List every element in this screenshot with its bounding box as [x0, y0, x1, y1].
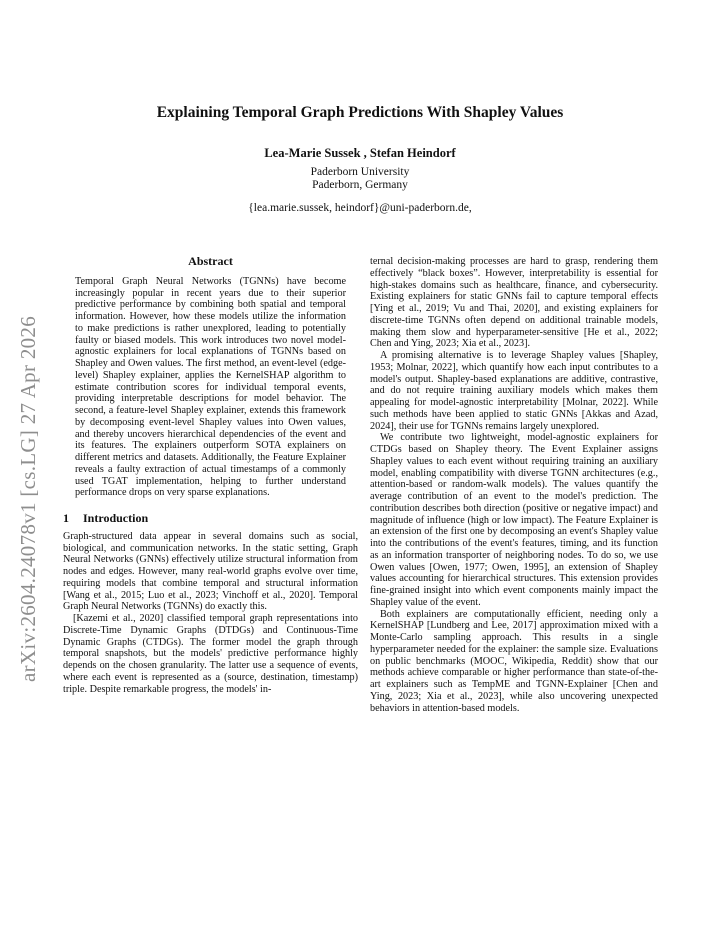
- paper-authors: Lea-Marie Sussek , Stefan Heindorf: [264, 146, 456, 160]
- section-title: Introduction: [83, 511, 149, 525]
- abstract-heading: Abstract: [188, 254, 233, 268]
- intro-paragraph: Graph-structured data appear in several domains such as social, biological, and communication networks. In the static setting, Graph Neural Networks (GNNs) effectively utilize structural information from nodes and edges. However, many real-world graphs evolve over time, requiring models that combine temporal and structural information [Wang et al., 2015; Luo et al., 2023; Vinchoff et al., 2020]. Temporal Graph Neural Networks (TGNNs) do exactly this.: [63, 530, 358, 613]
- abstract-body: [63, 276, 358, 499]
- body-paragraph: Both explainers are computationally efficient, needing only a KernelSHAP [Lundberg and Lee, 2017] approximation mixed with a Monte-Carlo sampling approach. This results in a single hyperparameter needed for the explainer: the sample size. Evaluations on public benchmarks (MOOC, Wikipedia, Reddit) show that our methods achieve comparable or higher performance than state-of-the-art explainers such as TempME and TGNN-Explainer [Chen and Ying, 2023; Xia et al., 2023], while also uncovering unexpected behaviors in attention-based models.: [370, 608, 658, 714]
- right-column: [370, 256, 658, 714]
- body-paragraph: ternal decision-making processes are hard to grasp, rendering them effectively “black boxes”. However, interpretability is essential for high-stakes domains such as healthcare, finance, and cybersecurity. Existing explainers for static GNNs fail to capture temporal effects [Ying et al., 2019; Vu and Thai, 2020], and existing explainers for discrete-time TGNNs often depend on additional trainable models, making them slow and hyperparameter-sensitive [He et al., 2022; Chen and Ying, 2023; Xia et al., 2023].: [370, 256, 658, 350]
- paper-affiliation: [0, 166, 720, 192]
- section-heading-introduction: [63, 513, 358, 525]
- arxiv-stamp: arXiv:2604.24078v1 [cs.LG] 27 Apr 2026: [16, 315, 40, 682]
- intro-paragraph: [Kazemi et al., 2020] classified temporal graph representations into Discrete-Time Dynamic Graphs (DTDGs) and Continuous-Time Dynamic Graphs (CTDGs). The former model the graph through temporal snapshots, but the models' predictive performance highly depends on the chosen granularity. The latter use a sequence of events, where each event is represented as a (source, destination, timestamp) triple. Despite remarkable progress, the models' in-: [63, 613, 358, 695]
- affiliation-location: Paderborn, Germany: [312, 179, 408, 191]
- left-column: [63, 256, 358, 695]
- body-paragraph: We contribute two lightweight, model-agnostic explainers for CTDGs based on Shapley theory. The Event Explainer assigns Shapley values to each event without requiring training an auxiliary model, enabling compatibility with diverse TGNN architectures (e.g., attention-based or random-walk models). The values quantify the average contribution of an event to the model's prediction. The contribution describes both direction (positive or negative impact) and magnitude of influence (high or low impact). The Feature Explainer is an extension of the first one by decomposing an event's Shapley value into the contributions of the event's features, timing, and its function as an information transporter of neighboring nodes. To do so, we use Owen values [Owen, 1977; Owen, 1995], an extension of Shapley values accounting for hierarchical structures. This extension provides fine-grained insight into which event components mainly impact the Shapley value of the event.: [370, 432, 658, 608]
- paper-title: Explaining Temporal Graph Predictions With Shapley Values: [156, 104, 564, 121]
- section-number: 1: [63, 511, 69, 525]
- body-paragraph: A promising alternative is to leverage Shapley values [Shapley, 1953; Molnar, 2022], which quantify how each input contributes to a model's output. Shapley-based explanations are additive, contrastive, and do not require training auxiliary models which makes them appealing for model-agnostic interpretability [Molnar, 2022]. While such methods have been applied to static GNNs [Akkas and Azad, 2024], their use for TGNNs remains largely unexplored.: [370, 350, 658, 432]
- abstract-text: Temporal Graph Neural Networks (TGNNs) have become increasingly popular in recent years due to their superior predictive performance by combining both spatial and temporal information. However, how these models utilize the information to make predictions is rather unexplored, leading to potentially faulty or biased models. This work introduces two novel model-agnostic explainers for local explanations of TGNNs based on Shapley and Owen values. The first method, an event-level (edge-level) Shapley explainer, applies the KernelSHAP algorithm to estimate contribution scores for individual temporal events, providing interpretable descriptions for model behavior. The second, a feature-level Shapley explainer, extends this framework by decomposing event-level Shapley values into Owen values, and thereby uncovers hierarchical dependencies of the event and its features. The explainers outperform SOTA explainers on different metrics and datasets. Additionally, the Feature Explainer reveals a faulty extraction of actual timestamps of a commonly used TGAT implementation, helping to further understand performance drops on very sparse explanations.: [75, 275, 346, 499]
- affiliation-university: Paderborn University: [310, 166, 410, 178]
- author-emails: {lea.marie.sussek, heindorf}@uni-paderborn.de,: [248, 202, 472, 214]
